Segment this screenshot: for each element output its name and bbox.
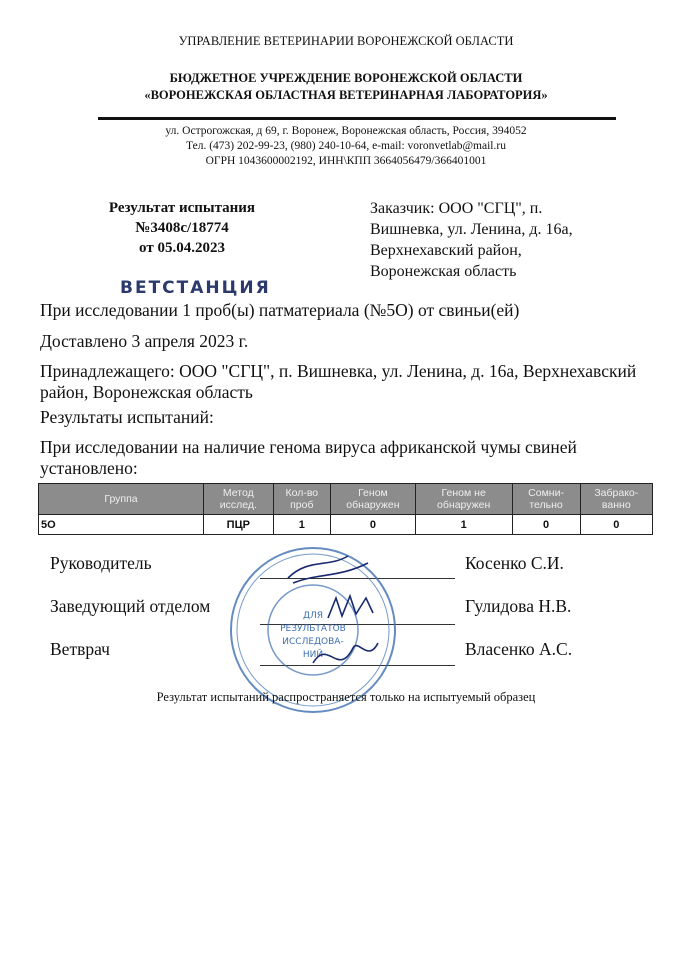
org-contacts xyxy=(0,124,692,169)
signature-name: Власенко А.С. xyxy=(465,639,573,659)
org-line-1: БЮДЖЕТНОЕ УЧРЕЖДЕНИЕ ВОРОНЕЖСКОЙ ОБЛАСТИ xyxy=(169,71,523,85)
signature-name: Гулидова Н.В. xyxy=(465,596,572,616)
customer-line: Верхнехавский район, xyxy=(370,242,522,259)
org-line-2: «ВОРОНЕЖСКАЯ ОБЛАСТНАЯ ВЕТЕРИНАРНАЯ ЛАБОРАТОРИЯ» xyxy=(144,88,548,102)
col-header: Геном не обнаружен xyxy=(415,484,512,515)
owner-info: Принадлежащего: ООО "СГЦ", п. Вишневка, ул. Ленина, д. 16а, Верхнехавский район, Воронежская область xyxy=(40,361,637,402)
col-header: Забрако-ванно xyxy=(580,484,652,515)
cell: 1 xyxy=(415,515,512,535)
address: ул. Острогожская, д 69, г. Воронеж, Воронежская область, Россия, 394052 xyxy=(165,125,527,137)
cell: ПЦР xyxy=(204,515,274,535)
result-number: №3408с/18774 xyxy=(135,220,229,236)
table-row xyxy=(39,515,653,535)
cell: 0 xyxy=(580,515,652,535)
cell: 1 xyxy=(273,515,330,535)
results-statement: При исследовании на наличие генома вируса африканской чумы свиней установлено: xyxy=(40,437,577,478)
col-header: Сомни-тельно xyxy=(512,484,580,515)
cell: 0 xyxy=(331,515,416,535)
header-divider xyxy=(98,117,616,120)
result-date: от 05.04.2023 xyxy=(139,240,225,256)
customer-block xyxy=(370,198,640,282)
signature-role: Ветврач xyxy=(50,639,110,659)
result-heading xyxy=(82,198,282,258)
signature-name: Косенко С.И. xyxy=(465,553,564,573)
result-title: Результат испытания xyxy=(108,200,256,216)
customer-line: Заказчик: ООО "СГЦ", п. xyxy=(370,200,543,217)
table-header-row xyxy=(39,484,653,515)
signature-role: Заведующий отделом xyxy=(50,596,211,616)
customer-line: Воронежская область xyxy=(370,263,517,280)
svg-text:РЕЗУЛЬТАТОВ: РЕЗУЛЬТАТОВ xyxy=(280,624,346,634)
contacts: Тел. (473) 202-99-23, (980) 240-10-64, e-mail: voronvetlab@mail.ru xyxy=(186,140,506,152)
signature-scribble xyxy=(328,596,373,618)
results-table xyxy=(38,483,653,535)
sample-info: При исследовании 1 проб(ы) патматериала (№5О) от свиньи(ей) xyxy=(40,300,520,320)
cell: 0 xyxy=(512,515,580,535)
organization-name xyxy=(0,70,692,104)
registration-ids: ОГРН 1043600002192, ИНН\КПП 3664056479/366401001 xyxy=(205,155,487,167)
vet-station-stamp: ВЕТСТАНЦИЯ xyxy=(120,278,271,298)
authority-name: УПРАВЛЕНИЕ ВЕТЕРИНАРИИ ВОРОНЕЖСКОЙ ОБЛАСТИ xyxy=(178,34,514,48)
delivery-date: Доставлено 3 апреля 2023 г. xyxy=(40,331,249,351)
svg-text:НИЙ: НИЙ xyxy=(302,650,324,660)
footer-note: Результат испытаний распространяется только на испытуемый образец xyxy=(156,690,536,704)
results-label: Результаты испытаний: xyxy=(40,407,214,427)
col-header: Геном обнаружен xyxy=(331,484,416,515)
col-header: Кол-во проб xyxy=(273,484,330,515)
customer-line: Вишневка, ул. Ленина, д. 16а, xyxy=(370,221,573,238)
signature-role: Руководитель xyxy=(50,553,152,573)
col-header: Метод исслед. xyxy=(204,484,274,515)
svg-text:ИССЛЕДОВА-: ИССЛЕДОВА- xyxy=(282,637,344,647)
svg-text:ДЛЯ: ДЛЯ xyxy=(302,611,324,621)
cell: 5О xyxy=(39,515,204,535)
col-header: Группа xyxy=(39,484,204,515)
